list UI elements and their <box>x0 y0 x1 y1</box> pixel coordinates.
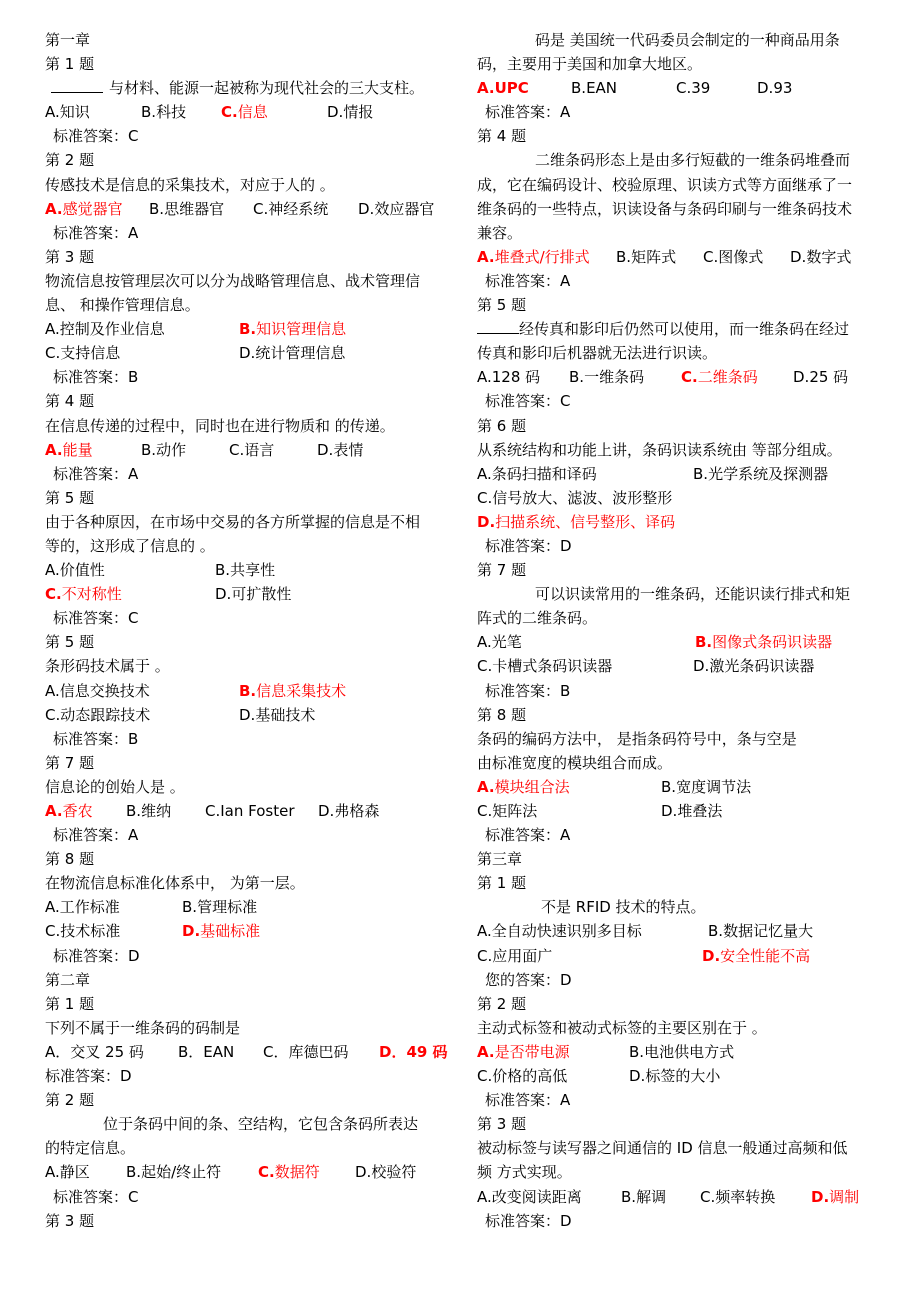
option-d: D.激光条码识读器 <box>693 657 815 676</box>
options-row <box>477 245 877 269</box>
options-row <box>477 1040 877 1064</box>
option-a: A.价值性 <box>45 561 105 580</box>
question-stem: 位于条码中间的条、空结构，它包含条码所表达 <box>103 1115 419 1134</box>
option-c-correct: C.数据符 <box>258 1163 320 1182</box>
question-title: 第 5 题 <box>45 488 95 507</box>
option-c: C.频率转换 <box>700 1187 776 1206</box>
standard-answer: 标准答案：C <box>53 1187 139 1206</box>
options-row <box>45 582 445 606</box>
standard-answer: 标准答案：B <box>53 729 139 748</box>
question-stem: 传感技术是信息的采集技术，对应于人的 。 <box>45 175 335 194</box>
option-b: B.维纳 <box>126 802 172 820</box>
options-row <box>45 100 445 124</box>
option-c: C.矩阵法 <box>477 802 538 820</box>
option-a: A.全自动快速识别多目标 <box>477 922 642 941</box>
question-stem: 主动式标签和被动式标签的主要区别在于 。 <box>477 1018 767 1037</box>
chapter-heading: 第二章 <box>45 970 91 989</box>
options-row <box>477 654 877 678</box>
option-b: B.宽度调节法 <box>661 777 752 796</box>
option-d: D.基础技术 <box>239 705 316 724</box>
question-stem: 在信息传递的过程中，同时也在进行物质和 的传递。 <box>45 416 395 435</box>
question-title: 第 1 题 <box>477 874 527 893</box>
option-b-correct: B.知识管理信息 <box>239 320 347 339</box>
question-title: 第 8 题 <box>45 850 95 869</box>
standard-answer: 标准答案：A <box>485 103 571 122</box>
option-b: B.共享性 <box>215 561 276 580</box>
option-a: A.光笔 <box>477 633 522 652</box>
option-b: B.光学系统及探测器 <box>693 464 829 483</box>
option-d: D.93 <box>757 79 793 98</box>
standard-answer: 标准答案：A <box>53 464 139 483</box>
options-row <box>45 919 445 943</box>
question-stem: 物流信息按管理层次可以分为战略管理信息、战术管理信 <box>45 271 421 290</box>
option-b-correct: B.图像式条码识读器 <box>695 633 833 652</box>
options-row <box>45 558 445 582</box>
option-d: D.统计管理信息 <box>239 344 346 363</box>
option-c: C.卡槽式条码识读器 <box>477 657 613 676</box>
option-b: B.思维器官 <box>149 199 225 218</box>
option-b-correct: B.信息采集技术 <box>239 681 347 700</box>
options-row <box>45 341 445 365</box>
options-row <box>45 679 445 703</box>
option-d-correct: D.扫描系统、信号整形、译码 <box>477 512 676 531</box>
question-stem: 频 方式实现。 <box>477 1163 572 1182</box>
option-c: C.价格的高低 <box>477 1067 568 1086</box>
options-row <box>477 76 877 100</box>
question-title: 第 3 题 <box>45 1211 95 1230</box>
question-title: 第 4 题 <box>477 127 527 146</box>
standard-answer: 标准答案：A <box>485 271 571 290</box>
question-stem: 与材料、能源一起被称为现代社会的三大支柱。 <box>45 76 445 100</box>
option-a: A.知识 <box>45 103 90 122</box>
standard-answer: 标准答案：C <box>53 127 139 146</box>
option-d: D.数字式 <box>790 247 852 266</box>
option-a: A.改变阅读距离 <box>477 1187 582 1206</box>
option-b: B．EAN <box>178 1042 235 1061</box>
option-d: D.标签的大小 <box>629 1067 721 1086</box>
standard-answer: 标准答案：C <box>485 392 571 411</box>
question-stem: 被动标签与读写器之间通信的 ID 信息一般通过高频和低 <box>477 1139 848 1158</box>
right-column <box>477 28 877 1233</box>
option-a: A.128 码 <box>477 368 541 387</box>
option-d: D.表情 <box>317 440 364 459</box>
options-row <box>477 775 877 799</box>
question-stem: 的特定信息。 <box>45 1139 136 1158</box>
option-a-correct: A.感觉器官 <box>45 199 123 218</box>
option-c: C.图像式 <box>703 247 764 266</box>
question-title: 第 8 题 <box>477 705 527 724</box>
standard-answer: 标准答案：A <box>53 826 139 845</box>
question-stem: 条码的编码方法中， 是指条码符号中，条与空是 <box>477 729 797 748</box>
option-b: B.科技 <box>141 103 187 122</box>
question-title: 第 2 题 <box>477 994 527 1013</box>
chapter-heading: 第三章 <box>477 850 523 869</box>
question-title: 第 4 题 <box>45 392 95 411</box>
answer-blank <box>477 319 519 334</box>
option-d-correct: D.调制 <box>811 1187 860 1206</box>
options-row <box>477 944 877 968</box>
question-stem: 下列不属于一维条码的码制是 <box>45 1018 241 1037</box>
question-title: 第 2 题 <box>45 151 95 170</box>
question-stem: 信息论的创始人是 。 <box>45 777 185 796</box>
standard-answer: 标准答案：A <box>53 223 139 242</box>
question-title: 第 7 题 <box>45 753 95 772</box>
question-stem: 码，主要用于美国和加拿大地区。 <box>477 55 703 74</box>
option-b: B.管理标准 <box>182 898 258 917</box>
options-row <box>45 703 445 727</box>
option-c: C.39 <box>676 79 711 98</box>
question-stem: 码是 美国统一代码委员会制定的一种商品用条 <box>535 31 840 49</box>
options-row <box>477 630 877 654</box>
option-c: C．库德巴码 <box>263 1042 349 1061</box>
standard-answer: 标准答案：D <box>45 1067 132 1086</box>
question-stem: 二维条码形态上是由多行短截的一维条码堆叠而 <box>535 151 851 170</box>
option-d: D.校验符 <box>355 1163 417 1182</box>
option-a-correct: A.UPC <box>477 79 529 98</box>
question-stem: 兼容。 <box>477 223 523 242</box>
option-c: C.技术标准 <box>45 922 121 941</box>
question-stem: 息、 和操作管理信息。 <box>45 296 200 315</box>
options-row <box>45 1040 448 1064</box>
option-c-correct: C.信息 <box>221 103 268 122</box>
options-row <box>477 365 877 389</box>
options-row <box>45 895 445 919</box>
question-stem: 成，它在编码设计、校验原理、识读方式等方面继承了一 <box>477 175 853 194</box>
question-title: 第 3 题 <box>45 247 95 266</box>
question-stem: 在物流信息标准化体系中， 为第一层。 <box>45 874 305 893</box>
standard-answer: 标准答案：B <box>53 368 139 387</box>
standard-answer: 标准答案：C <box>53 609 139 628</box>
your-answer: 您的答案：D <box>485 970 572 989</box>
question-stem: 维条码的一些特点，识读设备与条码印刷与一维条码技术 <box>477 199 853 218</box>
option-d: D.堆叠法 <box>661 802 723 820</box>
option-a: A.控制及作业信息 <box>45 320 165 339</box>
option-d: D.可扩散性 <box>215 585 292 604</box>
option-a: A.工作标准 <box>45 898 120 917</box>
option-d-correct: D.安全性能不高 <box>702 946 811 965</box>
option-c: C.信号放大、滤波、波形整形 <box>477 488 673 507</box>
options-row <box>45 799 445 823</box>
option-d: D.弗格森 <box>318 802 380 820</box>
question-stem: 阵式的二维条码。 <box>477 609 598 628</box>
option-c: C.应用面广 <box>477 946 553 965</box>
question-stem: 条形码技术属于 。 <box>45 657 170 676</box>
options-row <box>477 1064 877 1088</box>
standard-answer: 标准答案：A <box>485 826 571 845</box>
question-stem: 不是 RFID 技术的特点。 <box>541 898 706 917</box>
option-b: B.数据记忆量大 <box>708 922 814 941</box>
option-b: B.电池供电方式 <box>629 1042 735 1061</box>
question-stem: 由标准宽度的模块组合而成。 <box>477 753 673 772</box>
option-b: B.EAN <box>571 79 618 98</box>
option-d-correct: D.基础标准 <box>182 922 261 941</box>
option-a-correct: A.堆叠式/行排式 <box>477 247 590 266</box>
option-c-correct: C.不对称性 <box>45 585 122 604</box>
option-c: C.语言 <box>229 440 275 459</box>
options-row <box>477 462 877 486</box>
option-c: C.Ian Foster <box>205 802 295 820</box>
options-row <box>45 317 445 341</box>
question-title: 第 6 题 <box>477 416 527 435</box>
question-title: 第 1 题 <box>45 994 95 1013</box>
option-d: D.25 码 <box>793 368 849 387</box>
question-stem: 可以识读常用的一维条码，还能识读行排式和矩 <box>535 585 851 604</box>
options-row <box>477 799 877 823</box>
question-title: 第 1 题 <box>45 55 95 74</box>
question-stem: 由于各种原因，在市场中交易的各方所掌握的信息是不相 <box>45 512 421 531</box>
question-title: 第 5 题 <box>45 633 95 652</box>
option-c: C.动态跟踪技术 <box>45 705 151 724</box>
option-a: A．交叉 25 码 <box>45 1042 144 1061</box>
option-b: B.起始/终止符 <box>126 1163 222 1182</box>
option-c-correct: C.二维条码 <box>681 368 758 387</box>
options-row <box>45 197 445 221</box>
question-title: 第 5 题 <box>477 296 527 315</box>
standard-answer: 标准答案：D <box>485 536 572 555</box>
answer-blank <box>51 78 103 93</box>
question-stem: 传真和影印后机器就无法进行识读。 <box>477 344 718 363</box>
option-d-correct: D．49 码 <box>379 1042 448 1061</box>
options-row <box>477 1185 877 1209</box>
chapter-heading: 第一章 <box>45 31 91 49</box>
option-a: A.静区 <box>45 1163 90 1182</box>
standard-answer: 标准答案：B <box>485 681 571 700</box>
standard-answer: 标准答案：D <box>485 1211 572 1230</box>
option-d: D.效应器官 <box>358 199 435 218</box>
option-a: A.信息交换技术 <box>45 681 150 700</box>
option-b: B.一维条码 <box>569 368 645 387</box>
option-a-correct: A.是否带电源 <box>477 1042 570 1061</box>
options-row <box>477 919 877 943</box>
option-a: A.条码扫描和译码 <box>477 464 597 483</box>
standard-answer: 标准答案：D <box>53 946 140 965</box>
left-column <box>45 28 448 1233</box>
option-c: C.支持信息 <box>45 344 121 363</box>
options-row <box>477 486 877 510</box>
question-title: 第 3 题 <box>477 1115 527 1134</box>
option-b: B.解调 <box>621 1187 667 1206</box>
question-title: 第 2 题 <box>45 1091 95 1110</box>
question-title: 第 7 题 <box>477 561 527 580</box>
options-row <box>477 510 877 534</box>
option-a-correct: A.能量 <box>45 440 93 459</box>
standard-answer: 标准答案：A <box>485 1091 571 1110</box>
options-row <box>45 438 445 462</box>
question-stem: 从系统结构和功能上讲，条码识读系统由 等部分组成。 <box>477 440 842 459</box>
option-a-correct: A.模块组合法 <box>477 777 570 796</box>
question-stem: 经传真和影印后仍然可以使用，而一维条码在经过 <box>477 317 877 341</box>
option-d: D.情报 <box>327 103 374 122</box>
option-b: B.动作 <box>141 440 187 459</box>
question-stem: 等的，这形成了信息的 。 <box>45 536 215 555</box>
option-a-correct: A.香农 <box>45 802 93 820</box>
option-c: C.神经系统 <box>253 199 329 218</box>
options-row <box>45 1160 445 1184</box>
option-b: B.矩阵式 <box>616 247 677 266</box>
